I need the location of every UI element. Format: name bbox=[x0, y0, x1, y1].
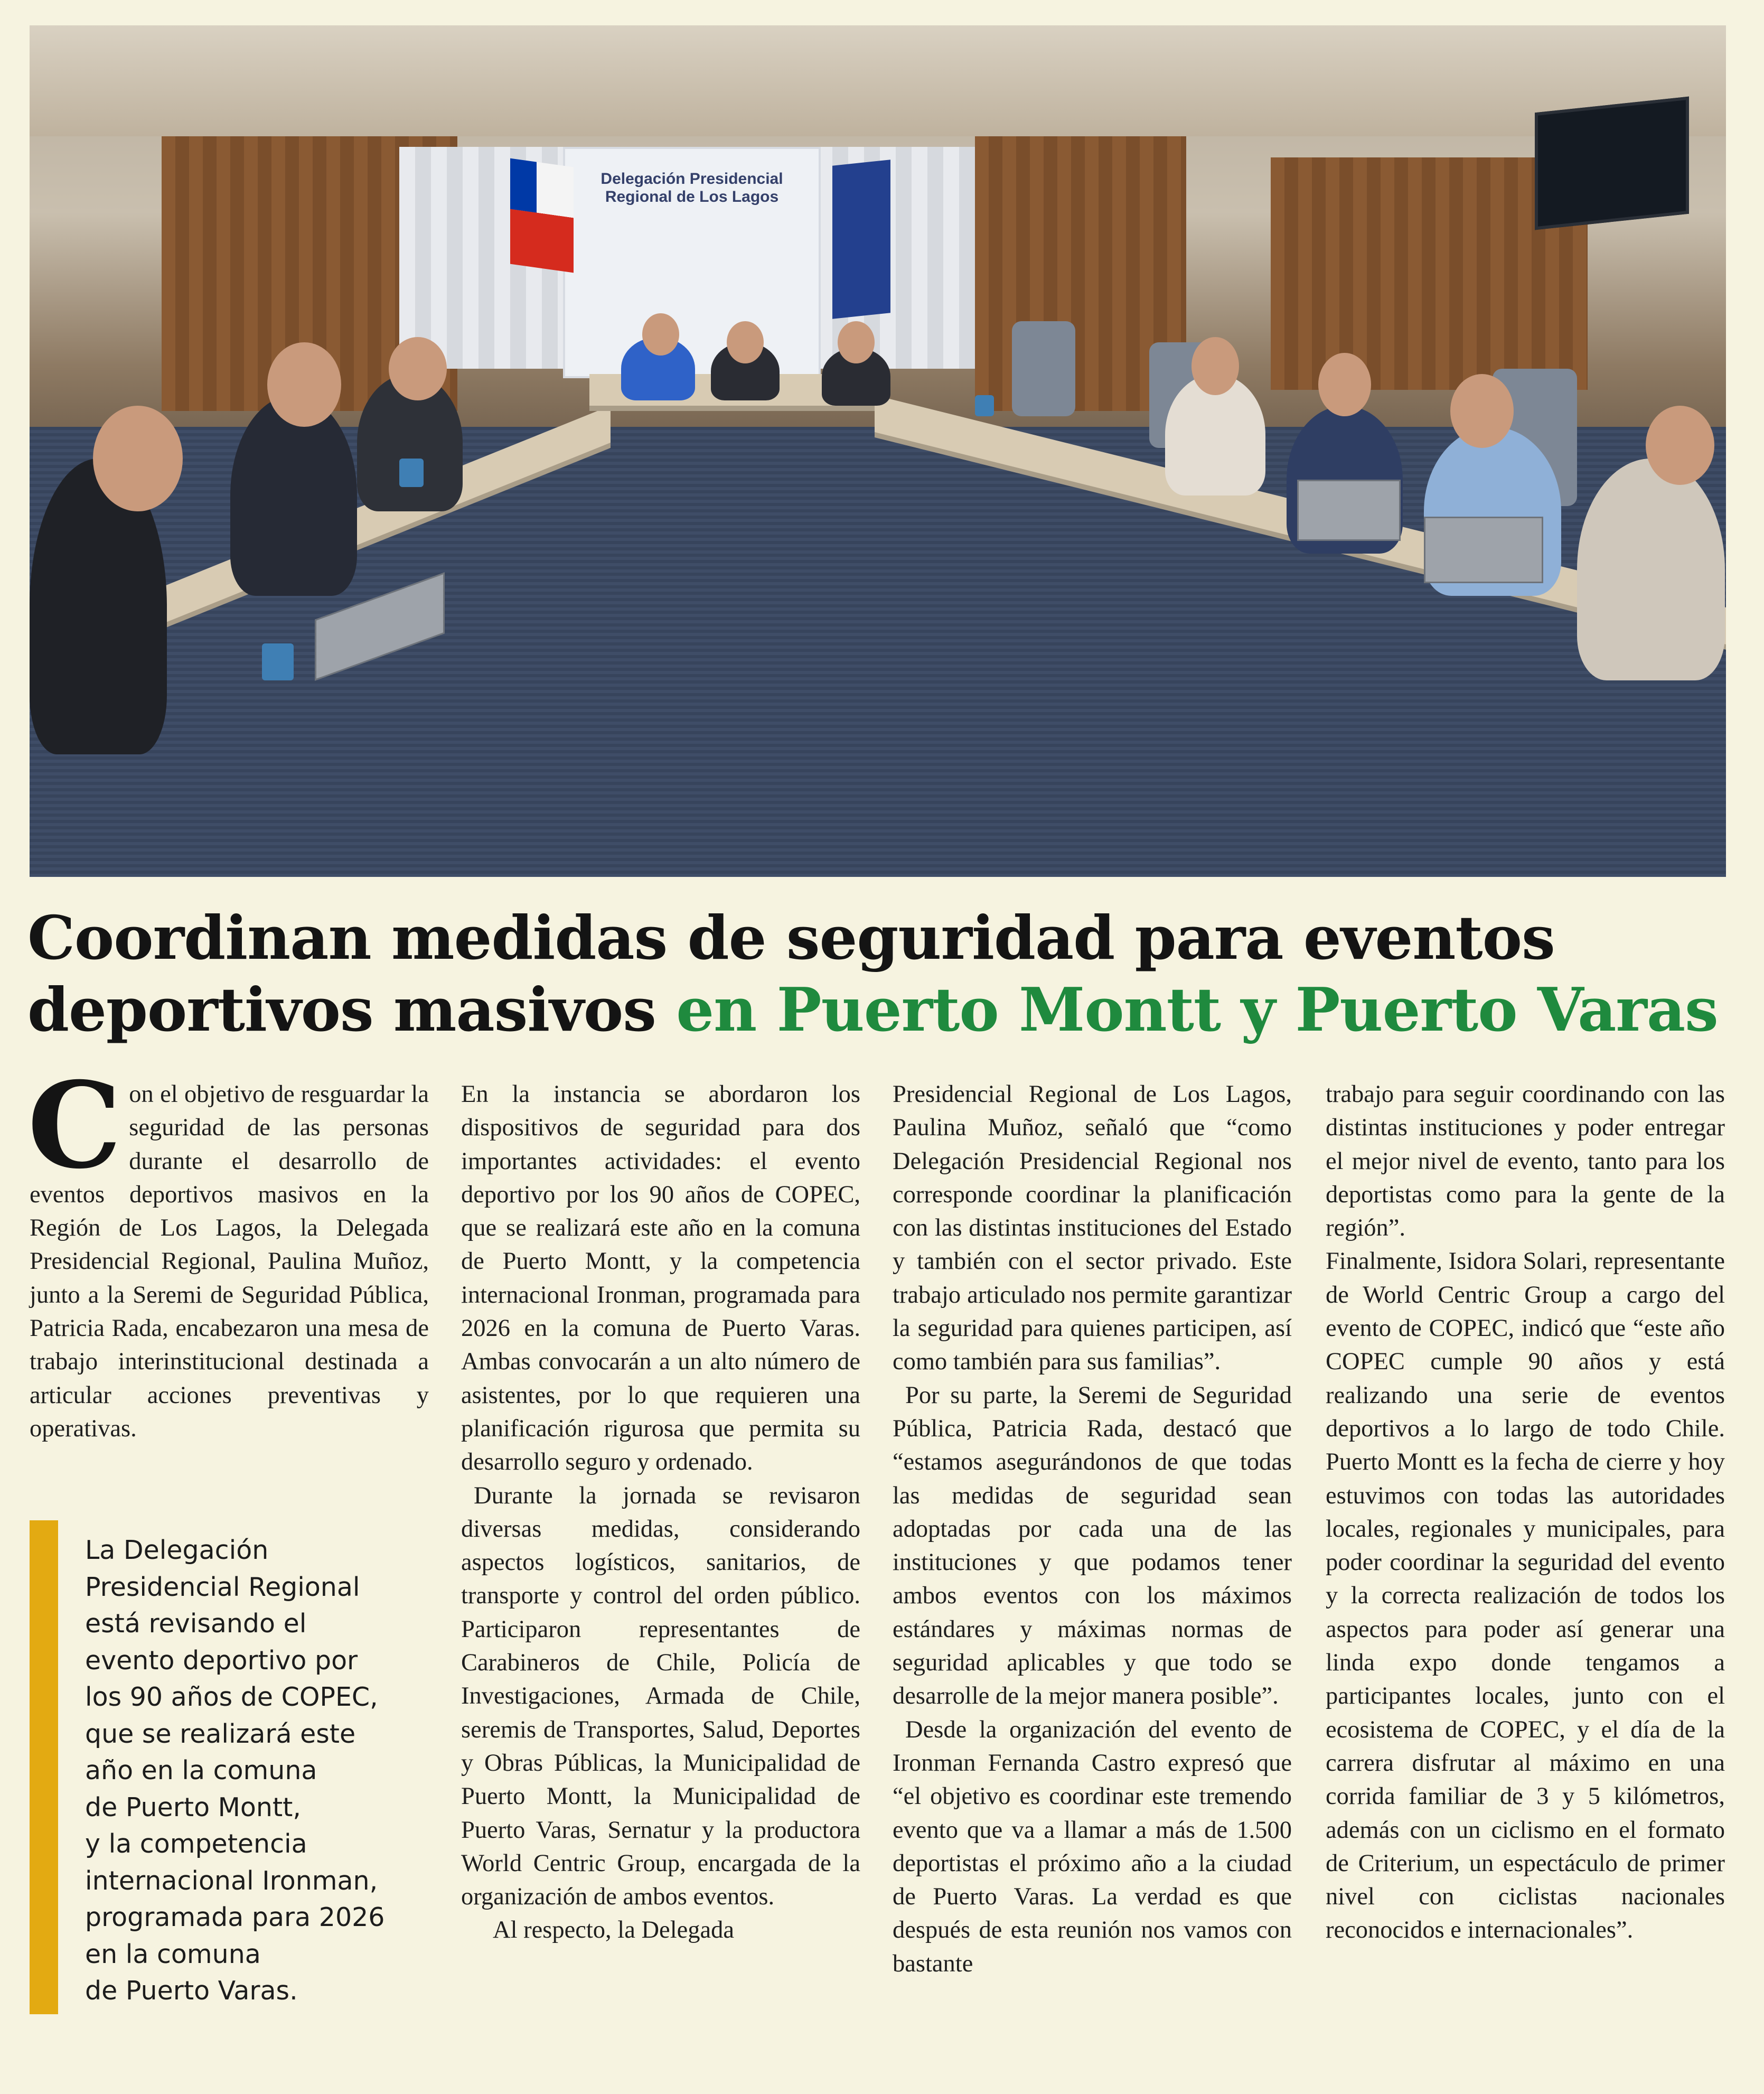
pull-quote-line: en la comuna bbox=[85, 1939, 261, 1969]
pull-quote-line: programada para 2026 bbox=[85, 1902, 385, 1932]
pull-quote-line: que se realizará este bbox=[85, 1718, 356, 1749]
pull-quote-line: de Puerto Montt, bbox=[85, 1792, 301, 1822]
body-paragraph: En la instancia se abordaron los dispositivos de seguridad para dos importantes actividades: el evento deportivo por los 90 años de COPEC, que se realizará este año en la comuna de Puerto Montt, y la competencia internacional Ironman, programada para 2026 en la comuna de Puerto Varas. Ambas convocarán a un alto número de asistentes, por lo que requieren una planificación rigurosa que permita su desarrollo seguro y ordenado. bbox=[461, 1081, 860, 1476]
delegation-panel bbox=[563, 147, 821, 378]
panel-title: Delegación Presidencial Regional de Los Lagos bbox=[600, 170, 783, 205]
pull-quote-bar bbox=[30, 1520, 58, 2014]
article-headline bbox=[27, 902, 1739, 1046]
pull-quote-line: Presidencial Regional bbox=[85, 1572, 360, 1602]
wall-tv bbox=[1535, 97, 1689, 230]
pull-quote-line: y la competencia bbox=[85, 1829, 307, 1859]
intro-paragraph bbox=[27, 1056, 429, 1445]
body-paragraph: Al respecto, la Delegada bbox=[493, 1917, 735, 1944]
pull-quote-line: está revisando el bbox=[85, 1609, 307, 1639]
pull-quote-line: internacional Ironman, bbox=[85, 1865, 378, 1896]
pull-quote bbox=[30, 1520, 420, 2014]
article-column-1 bbox=[27, 1056, 429, 1445]
pull-quote-line: año en la comuna bbox=[85, 1755, 317, 1785]
article-photo bbox=[30, 25, 1726, 877]
pull-quote-line: evento deportivo por bbox=[85, 1645, 358, 1676]
article-column-4 bbox=[1326, 1078, 1725, 1947]
pull-quote-line: La Delegación bbox=[85, 1535, 269, 1565]
chile-flag bbox=[510, 158, 574, 273]
body-paragraph: Por su parte, la Seremi de Seguridad Pública, Patricia Rada, destacó que “estamos asegurándonos de que todas las medidas de seguridad sean adoptadas por cada una de las instituciones y que podamos tener ambos eventos con los máximos estándares y máximas normas de seguridad aplicables y que todo se desarrolle de la mejor manera posible”. bbox=[893, 1381, 1292, 1710]
headline-accent: en Puerto Montt y Puerto Varas bbox=[676, 975, 1718, 1045]
regional-flag bbox=[832, 160, 890, 319]
body-paragraph: Finalmente, Isidora Solari, representante de World Centric Group a cargo del evento de COPEC, indicó que “este año COPEC cumple 90 años y está realizando una serie de eventos deportivos a lo largo de todo Chile. Puerto Montt es la fecha de cierre y hoy estuvimos con todas las autoridades locales, regionales y municipales, para poder coordinar la seguridad del evento y la correcta realización de todos los aspectos para poder así generar una linda expo donde tengamos a participantes locales, junto con el ecosistema de COPEC, y el día de la carrera disfrutar al máximo en una corrida familiar de 3 y 5 kilómetros, además con un ciclismo en el formato de Criterium, un espectáculo de primer nivel con ciclistas nacionales reconocidos e internacionales”. bbox=[1326, 1248, 1725, 1944]
pull-quote-line: los 90 años de COPEC, bbox=[85, 1682, 378, 1712]
body-paragraph: Presidencial Regional de Los Lagos, Paulina Muñoz, señaló que “como Delegación Presidencial Regional nos corresponde coordinar la planificación con las distintas instituciones del Estado y también con el sector privado. Este trabajo articulado nos permite garantizar la seguridad para quienes participen, así como también para sus familias”. bbox=[893, 1081, 1292, 1376]
headline-line-1: Coordinan medidas de seguridad para eventos bbox=[27, 903, 1555, 973]
drop-cap: C bbox=[27, 1056, 122, 1195]
body-paragraph: Durante la jornada se revisaron diversas medidas, considerando aspectos logísticos, sanitarios, de transporte y control del orden público. Participaron representantes de Carabineros de Chile, Policía de Investigaciones, Armada de Chile, seremis de Transportes, Salud, Deportes y Obras Públicas, la Municipalidad de Puerto Montt, la Municipalidad de Puerto Varas, Sernatur y la productora World Centric Group, encargada de la organización de ambos eventos. bbox=[461, 1482, 860, 1911]
body-paragraph: Desde la organización del evento de Ironman Fernanda Castro expresó que “el objetivo es coordinar este tremendo evento que va a llamar a más de 1.500 deportistas el próximo año a la ciudad de Puerto Varas. La verdad es que después de esta reunión nos vamos con bastante bbox=[893, 1716, 1292, 1977]
body-paragraph: trabajo para seguir coordinando con las distintas instituciones y poder entregar el mejor nivel de evento, tanto para los deportistas como para la gente de la región”. bbox=[1326, 1081, 1725, 1242]
headline-line-2: deportivos masivos bbox=[27, 975, 677, 1045]
article-column-3 bbox=[893, 1078, 1292, 1980]
pull-quote-line: de Puerto Varas. bbox=[85, 1976, 298, 2006]
article-column-2 bbox=[461, 1078, 860, 1947]
intro-text: on el objetivo de resguardar la seguridad de las personas durante el desarrollo de eventos deportivos masivos en la Región de Los Lagos, la Delegada Presidencial Regional, Paulina Muñoz, junto a la Seremi de Seguridad Pública, Patricia Rada, encabezaron una mesa de trabajo interinstitucional destinada a articular acciones preventivas y operativas. bbox=[30, 1081, 429, 1442]
pull-quote-text bbox=[85, 1532, 423, 2009]
